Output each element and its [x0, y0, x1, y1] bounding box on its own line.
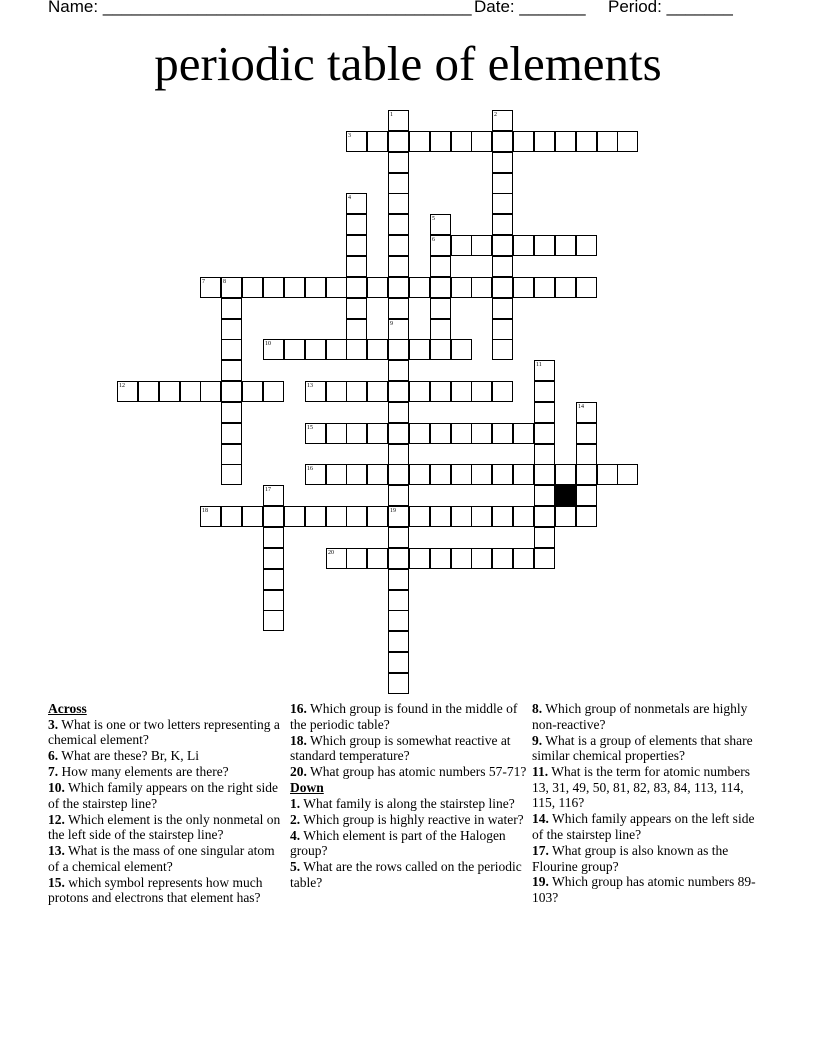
crossword-cell[interactable] [326, 381, 347, 402]
name-label: Name: [48, 0, 99, 16]
crossword-cell[interactable] [346, 298, 367, 319]
crossword-cell[interactable] [305, 506, 326, 527]
across-heading: Across [48, 701, 87, 716]
crossword-cell[interactable] [263, 590, 284, 611]
clue-number: 19 [390, 508, 396, 514]
crossword-cell[interactable] [388, 360, 409, 381]
crossword-cell[interactable] [221, 360, 242, 381]
crossword-cell[interactable] [555, 464, 576, 485]
crossword-cell[interactable] [555, 506, 576, 527]
crossword-cell[interactable] [576, 277, 597, 298]
crossword-cell[interactable] [492, 339, 513, 360]
crossword-cell[interactable] [263, 527, 284, 548]
crossword-cell[interactable] [326, 506, 347, 527]
crossword-cell[interactable] [388, 173, 409, 194]
crossword-cell[interactable] [471, 548, 492, 569]
crossword-cell[interactable] [430, 423, 451, 444]
crossword-cell[interactable] [534, 381, 555, 402]
crossword-cell[interactable] [346, 339, 367, 360]
crossword-cell[interactable] [367, 131, 388, 152]
crossword-cell[interactable] [513, 506, 534, 527]
clue-num: 4. [290, 827, 301, 843]
crossword-cell[interactable] [180, 381, 201, 402]
clue-num: 12. [48, 811, 65, 827]
clue-num: 7. [48, 764, 59, 780]
down-clue [290, 796, 528, 812]
down-heading: Down [290, 780, 324, 796]
clue-number: 15 [307, 425, 313, 431]
crossword-cell[interactable] [221, 464, 242, 485]
crossword-cell[interactable] [346, 381, 367, 402]
crossword-cell[interactable] [221, 444, 242, 465]
crossword-cell[interactable] [534, 423, 555, 444]
crossword-cell[interactable] [430, 548, 451, 569]
crossword-cell[interactable] [346, 235, 367, 256]
across-clue [290, 701, 528, 732]
crossword-cell[interactable] [200, 381, 221, 402]
crossword-cell[interactable] [242, 381, 263, 402]
crossword-cell[interactable] [534, 444, 555, 465]
clue-text: which symbol represents how much protons and electrons that element has? [48, 874, 263, 906]
crossword-cell[interactable] [221, 319, 242, 340]
crossword-cell[interactable] [576, 485, 597, 506]
crossword-cell[interactable] [492, 548, 513, 569]
crossword-cell[interactable] [430, 256, 451, 277]
clue-text: How many elements are there? [58, 764, 229, 780]
crossword-cell[interactable] [451, 423, 472, 444]
crossword-cell[interactable] [555, 277, 576, 298]
clue-column-3 [532, 701, 768, 906]
clue-number: 11 [536, 362, 542, 368]
clue-num: 1. [290, 795, 301, 811]
crossword-cell[interactable] [576, 235, 597, 256]
crossword-cell[interactable] [346, 548, 367, 569]
down-clue [532, 874, 768, 905]
crossword-cell[interactable] [409, 131, 430, 152]
crossword-cell[interactable] [346, 214, 367, 235]
crossword-cell[interactable] [617, 131, 638, 152]
crossword-cell[interactable] [576, 506, 597, 527]
crossword-cell[interactable] [576, 131, 597, 152]
crossword-cell[interactable] [409, 548, 430, 569]
crossword-cell[interactable] [451, 548, 472, 569]
crossword-cell[interactable] [534, 548, 555, 569]
crossword-cell[interactable] [388, 256, 409, 277]
crossword-cell[interactable] [305, 339, 326, 360]
down-clue [532, 733, 768, 764]
crossword-cell[interactable] [221, 423, 242, 444]
crossword-cell[interactable] [388, 339, 409, 360]
crossword-cell[interactable] [346, 506, 367, 527]
crossword-cell[interactable] [388, 298, 409, 319]
clue-num: 17. [532, 842, 549, 858]
clue-num: 16. [290, 701, 307, 716]
clue-number: 4 [348, 195, 351, 201]
crossword-cell[interactable] [430, 277, 451, 298]
down-clue [290, 812, 528, 828]
clue-text: What are these? Br, K, Li [58, 748, 200, 764]
crossword-cell[interactable] [326, 339, 347, 360]
clue-number: 20 [328, 550, 334, 556]
crossword-cell[interactable] [597, 464, 618, 485]
crossword-cell[interactable] [492, 319, 513, 340]
crossword-cell[interactable] [492, 423, 513, 444]
across-clue [48, 875, 286, 906]
crossword-cell[interactable] [388, 423, 409, 444]
crossword-cell[interactable] [492, 256, 513, 277]
crossword-cell[interactable] [451, 506, 472, 527]
crossword-cell[interactable] [492, 464, 513, 485]
clue-text: What group is also known as the Flourine group? [532, 842, 729, 874]
clue-number: 2 [494, 112, 497, 118]
crossword-cell[interactable] [534, 131, 555, 152]
crossword-cell[interactable] [284, 339, 305, 360]
crossword-cell[interactable] [221, 298, 242, 319]
page-title: periodic table of elements [154, 36, 662, 91]
crossword-cell[interactable] [388, 214, 409, 235]
crossword-cell[interactable] [388, 193, 409, 214]
clue-num: 5. [290, 859, 301, 875]
crossword-cell[interactable] [388, 590, 409, 611]
down-clue [532, 843, 768, 874]
crossword-cell[interactable] [492, 152, 513, 173]
across-clue [48, 812, 286, 843]
clue-number: 14 [578, 404, 584, 410]
crossword-cell[interactable] [451, 464, 472, 485]
crossword-cell[interactable] [555, 131, 576, 152]
crossword-cell[interactable] [221, 506, 242, 527]
crossword-cell[interactable] [346, 319, 367, 340]
crossword-cell[interactable] [388, 548, 409, 569]
clue-number: 12 [119, 383, 125, 389]
crossword-cell[interactable] [263, 569, 284, 590]
crossword-cell[interactable] [326, 277, 347, 298]
crossword-cell[interactable] [388, 527, 409, 548]
crossword-cell[interactable] [242, 277, 263, 298]
crossword-cell[interactable] [346, 256, 367, 277]
crossword-cell[interactable] [492, 277, 513, 298]
down-clue [532, 811, 768, 842]
crossword-cell[interactable] [221, 339, 242, 360]
crossword-cell[interactable] [388, 673, 409, 694]
crossword-cell[interactable] [471, 131, 492, 152]
crossword-cell[interactable] [617, 464, 638, 485]
clue-number: 18 [202, 508, 208, 514]
clue-num: 2. [290, 811, 301, 827]
clue-num: 13. [48, 843, 65, 859]
crossword-cell[interactable] [326, 464, 347, 485]
crossword-cell[interactable] [409, 423, 430, 444]
crossword-cell[interactable] [388, 381, 409, 402]
black-square [555, 485, 576, 506]
clue-number: 7 [202, 279, 205, 285]
crossword-cell[interactable] [492, 381, 513, 402]
crossword-cell[interactable] [263, 610, 284, 631]
crossword-cell[interactable] [513, 423, 534, 444]
crossword-cell[interactable] [430, 131, 451, 152]
across-clue [48, 748, 286, 764]
crossword-cell[interactable] [471, 381, 492, 402]
crossword-cell[interactable] [451, 131, 472, 152]
crossword-cell[interactable] [367, 339, 388, 360]
crossword-cell[interactable] [513, 131, 534, 152]
crossword-cell[interactable] [430, 298, 451, 319]
crossword-cell[interactable] [451, 381, 472, 402]
name-line[interactable]: _______________________________________ [102, 0, 472, 16]
crossword-cell[interactable] [534, 402, 555, 423]
crossword-cell[interactable] [409, 277, 430, 298]
crossword-cell[interactable] [513, 235, 534, 256]
crossword-cell[interactable] [492, 506, 513, 527]
crossword-cell[interactable] [388, 152, 409, 173]
crossword-cell[interactable] [471, 464, 492, 485]
clue-text: Which group is somewhat reactive at standard temperature? [290, 732, 511, 764]
crossword-cell[interactable] [409, 506, 430, 527]
clue-text: Which family appears on the left side of the stairstep line? [532, 811, 755, 842]
clue-column-1 [48, 701, 286, 906]
crossword-cell[interactable] [451, 235, 472, 256]
crossword-cell[interactable] [346, 277, 367, 298]
crossword-cell[interactable] [367, 464, 388, 485]
crossword-cell[interactable] [284, 277, 305, 298]
clue-text: Which element is part of the Halogen group? [290, 827, 506, 859]
crossword-cell[interactable] [367, 381, 388, 402]
clue-num: 9. [532, 732, 543, 748]
crossword-cell[interactable] [263, 548, 284, 569]
crossword-cell[interactable] [263, 506, 284, 527]
crossword-cell[interactable] [242, 506, 263, 527]
clue-text: Which group has atomic numbers 89-103? [532, 874, 756, 906]
clue-text: Which group is found in the middle of the periodic table? [290, 701, 518, 732]
clue-text: What is a group of elements that share similar chemical properties? [532, 732, 753, 764]
crossword-cell[interactable] [367, 277, 388, 298]
crossword-cell[interactable] [305, 277, 326, 298]
clue-number: 1 [390, 112, 393, 118]
crossword-cell[interactable] [388, 485, 409, 506]
period-line[interactable]: _______ [666, 0, 733, 16]
clue-text: Which group is highly reactive in water? [300, 811, 524, 827]
crossword-cell[interactable] [534, 506, 555, 527]
clue-number: 6 [432, 237, 435, 243]
across-clue [290, 733, 528, 764]
crossword-cell[interactable] [513, 464, 534, 485]
clue-number: 9 [390, 321, 393, 327]
across-clue [48, 764, 286, 780]
clue-number: 5 [432, 216, 435, 222]
crossword-cell[interactable] [492, 235, 513, 256]
crossword-cell[interactable] [388, 444, 409, 465]
crossword-cell[interactable] [430, 339, 451, 360]
clue-text: Which group of nonmetals are highly non-reactive? [532, 701, 748, 732]
clue-num: 15. [48, 874, 65, 890]
crossword-cell[interactable] [263, 277, 284, 298]
crossword-cell[interactable] [388, 277, 409, 298]
period-label: Period: [608, 0, 662, 16]
date-label: Date: [474, 0, 515, 16]
clue-number: 3 [348, 133, 351, 139]
clue-text: What is one or two letters representing a chemical element? [48, 716, 280, 748]
across-clue [48, 717, 286, 748]
crossword-cell[interactable] [367, 548, 388, 569]
crossword-cell[interactable] [534, 464, 555, 485]
down-clue [290, 859, 528, 890]
crossword-cell[interactable] [513, 548, 534, 569]
clue-num: 6. [48, 748, 59, 764]
crossword-cell[interactable] [326, 423, 347, 444]
crossword-cell[interactable] [513, 277, 534, 298]
crossword-cell[interactable] [221, 381, 242, 402]
clue-number: 16 [307, 466, 313, 472]
clue-text: Which element is the only nonmetal on the left side of the stairstep line? [48, 811, 281, 843]
crossword-cell[interactable] [346, 423, 367, 444]
crossword-cell[interactable] [534, 485, 555, 506]
date-line[interactable]: _______ [519, 0, 586, 16]
crossword-cell[interactable] [534, 235, 555, 256]
clue-num: 18. [290, 732, 307, 748]
clue-number: 10 [265, 341, 271, 347]
crossword-cell[interactable] [555, 235, 576, 256]
crossword-cell[interactable] [263, 381, 284, 402]
crossword-cell[interactable] [534, 527, 555, 548]
crossword-cell[interactable] [388, 464, 409, 485]
clue-num: 20. [290, 764, 307, 780]
clue-num: 14. [532, 811, 549, 827]
across-clue [290, 764, 528, 780]
crossword-cell[interactable] [346, 464, 367, 485]
crossword-cell[interactable] [367, 506, 388, 527]
crossword-cell[interactable] [471, 423, 492, 444]
clue-num: 11. [532, 764, 549, 780]
crossword-cell[interactable] [388, 610, 409, 631]
crossword-cell[interactable] [492, 173, 513, 194]
crossword-cell[interactable] [388, 402, 409, 423]
crossword-cell[interactable] [430, 319, 451, 340]
crossword-cell[interactable] [388, 569, 409, 590]
crossword-cell[interactable] [409, 339, 430, 360]
clue-text: Which family appears on the right side of the stairstep line? [48, 780, 278, 811]
crossword-cell[interactable] [492, 214, 513, 235]
crossword-cell[interactable] [409, 464, 430, 485]
crossword-cell[interactable] [576, 423, 597, 444]
crossword-cell[interactable] [159, 381, 180, 402]
crossword-cell[interactable] [534, 277, 555, 298]
crossword-cell[interactable] [576, 464, 597, 485]
clue-number: 17 [265, 487, 271, 493]
clue-number: 13 [307, 383, 313, 389]
across-clue [48, 843, 286, 874]
across-clue [48, 780, 286, 811]
crossword-cell[interactable] [388, 631, 409, 652]
crossword-cell[interactable] [471, 235, 492, 256]
clue-num: 8. [532, 701, 543, 716]
clue-num: 19. [532, 874, 549, 890]
crossword-cell[interactable] [430, 464, 451, 485]
crossword-cell[interactable] [597, 131, 618, 152]
clue-text: What are the rows called on the periodic table? [290, 859, 522, 890]
down-clue [532, 764, 768, 811]
clue-num: 3. [48, 716, 59, 732]
crossword-cell[interactable] [451, 339, 472, 360]
crossword-cell[interactable] [284, 506, 305, 527]
crossword-cell[interactable] [451, 277, 472, 298]
clue-text: What is the mass of one singular atom of a chemical element? [48, 843, 275, 874]
crossword-cell[interactable] [471, 277, 492, 298]
crossword-cell[interactable] [388, 235, 409, 256]
crossword-cell[interactable] [492, 131, 513, 152]
clue-text: What family is along the stairstep line? [300, 795, 515, 811]
down-clue [290, 828, 528, 859]
crossword-cell[interactable] [492, 298, 513, 319]
clue-number: 8 [223, 279, 226, 285]
down-clue [532, 701, 768, 732]
crossword-cell[interactable] [138, 381, 159, 402]
clue-num: 10. [48, 780, 65, 796]
clue-text: What group has atomic numbers 57-71? [306, 764, 527, 780]
crossword-cell[interactable] [221, 402, 242, 423]
clue-text: What is the term for atomic numbers 13, 31, 49, 50, 81, 82, 83, 84, 113, 114, 115, 116? [532, 764, 750, 811]
crossword-cell[interactable] [576, 444, 597, 465]
crossword-cell[interactable] [367, 423, 388, 444]
crossword-cell[interactable] [388, 131, 409, 152]
crossword-cell[interactable] [492, 193, 513, 214]
crossword-cell[interactable] [471, 506, 492, 527]
crossword-cell[interactable] [388, 652, 409, 673]
clue-column-2 [290, 701, 528, 891]
crossword-cell[interactable] [409, 381, 430, 402]
crossword-cell[interactable] [430, 506, 451, 527]
crossword-cell[interactable] [430, 381, 451, 402]
